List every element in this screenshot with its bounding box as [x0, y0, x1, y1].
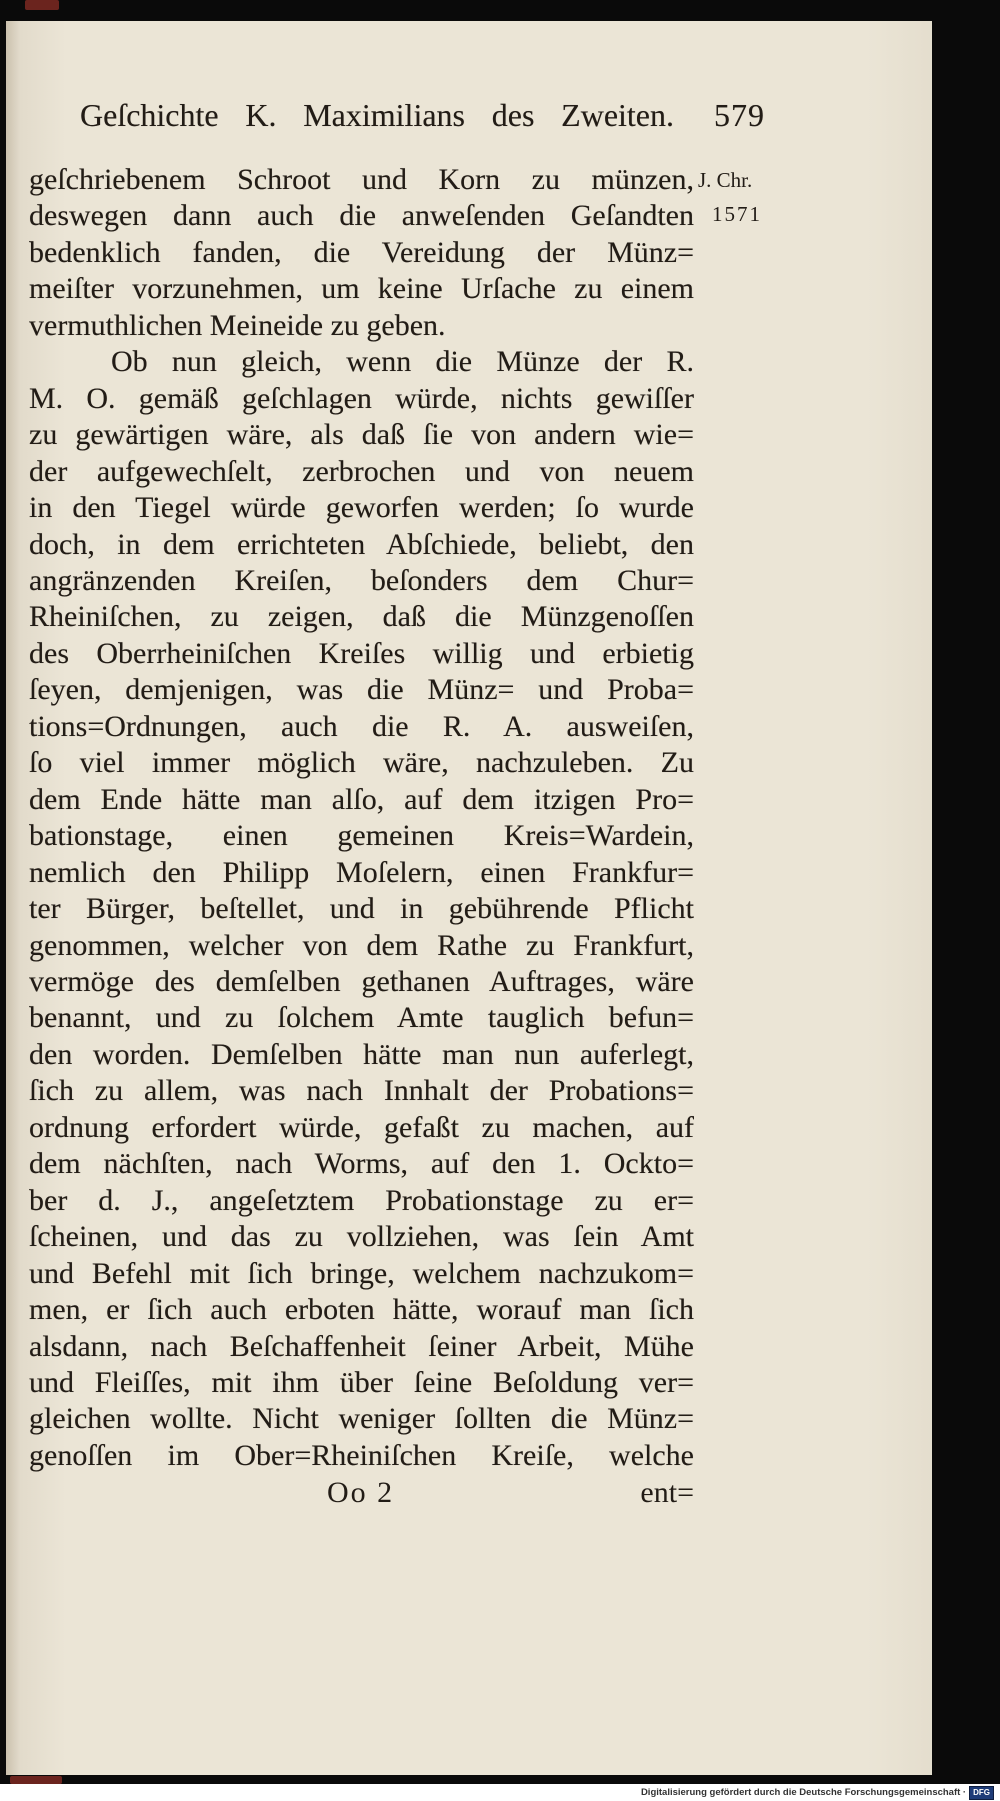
text-line: alsdann, nach Beſchaffenheit ſeiner Arbeit, Mühe — [29, 1329, 694, 1363]
running-head: Geſchichte K. Maximilians des Zweiten. — [80, 97, 674, 133]
text-line: und Befehl mit ſich bringe, welchem nachzukom= — [29, 1256, 694, 1290]
text-line: meiſter vorzunehmen, um keine Urſache zu einem — [29, 272, 694, 306]
text-line: vermöge des demſelben gethanen Auftrages, wäre — [29, 964, 694, 998]
text-line: ſich zu allem, was nach Innhalt der Probations= — [29, 1074, 694, 1108]
text-line: geſchriebenem Schroot und Korn zu münzen, — [29, 163, 694, 196]
text-line: in den Tiegel würde geworfen werden; ſo wurde — [29, 491, 694, 525]
text-line: ſeyen, demjenigen, was die Münz= und Proba= — [29, 673, 694, 707]
page-number: 579 — [714, 97, 765, 133]
text-line: nemlich den Philipp Moſelern, einen Frankfur= — [29, 855, 694, 889]
scan-color-mark — [10, 1776, 62, 1784]
text-line: den worden. Demſelben hätte man nun auferlegt, — [29, 1037, 694, 1071]
paragraph — [29, 162, 694, 344]
text-line: vermuthlichen Meineide zu geben. — [29, 308, 446, 342]
margin-note-year: 1571 — [712, 202, 762, 226]
text-line: ber d. J., angeſetztem Probationstage zu er= — [29, 1183, 694, 1217]
text-line: ſo viel immer möglich wäre, nachzuleben. Zu — [29, 746, 694, 780]
catchword: ent= — [640, 1476, 694, 1509]
text-line: und Fleiſſes, mit ihm über ſeine Beſoldung ver= — [29, 1365, 694, 1399]
margin-note-era: J. Chr. — [698, 168, 753, 192]
dfg-logo: DFG — [969, 1786, 994, 1800]
scan-color-mark — [25, 0, 59, 10]
text-line: genoſſen im Ober=Rheiniſchen Kreiſe, welche — [29, 1438, 694, 1472]
text-line: M. O. gemäß geſchlagen würde, nichts gewiſſer — [29, 381, 694, 415]
book-page — [6, 21, 932, 1775]
text-line: des Oberrheiniſchen Kreiſes willig und erbietig — [29, 636, 694, 670]
text-line: deswegen dann auch die anweſenden Geſandten — [29, 199, 694, 233]
text-line: dem Ende hätte man alſo, auf dem itzigen Pro= — [29, 782, 694, 816]
text-line: ſcheinen, und das zu vollziehen, was ſein Amt — [29, 1220, 694, 1254]
digitization-credit-bar — [0, 1784, 1000, 1801]
signature-mark: Oo 2 — [327, 1476, 395, 1509]
text-line: tions=Ordnungen, auch die R. A. ausweiſen, — [29, 709, 694, 743]
text-line: zu gewärtigen wäre, als daß ſie von andern wie= — [29, 418, 694, 452]
text-line: angränzenden Kreiſen, beſonders dem Chur= — [29, 563, 694, 597]
text-line: ordnung erfordert würde, gefaßt zu machen, auf — [29, 1110, 694, 1144]
text-line: ter Bürger, beſtellet, und in gebührende Pflicht — [29, 892, 694, 926]
paragraph-opening-line: Ob nun gleich, wenn die Münze der R. — [111, 345, 694, 379]
funding-credit: Digitalisierung gefördert durch die Deutsche Forschungsgemeinschaft · — [640, 1787, 967, 1798]
text-line: doch, in dem errichteten Abſchiede, beliebt, den — [29, 527, 694, 561]
paragraph — [29, 344, 694, 1474]
body-text — [29, 162, 694, 1474]
text-line: Rheiniſchen, zu zeigen, daß die Münzgenoſſen — [29, 600, 694, 634]
text-line: benannt, und zu ſolchem Amte tauglich befun= — [29, 1001, 694, 1035]
text-line: men, er ſich auch erboten hätte, worauf man ſich — [29, 1293, 694, 1327]
text-line: bedenklich fanden, die Vereidung der Münz= — [29, 235, 694, 269]
text-line: bationstage, einen gemeinen Kreis=Wardein, — [29, 819, 694, 853]
text-line: gleichen wollte. Nicht weniger ſollten die Münz= — [29, 1402, 694, 1436]
text-line: dem nächſten, nach Worms, auf den 1. Ockto= — [29, 1147, 694, 1181]
text-line: der aufgewechſelt, zerbrochen und von neuem — [29, 454, 694, 488]
text-line: genommen, welcher von dem Rathe zu Frankfurt, — [29, 928, 694, 962]
